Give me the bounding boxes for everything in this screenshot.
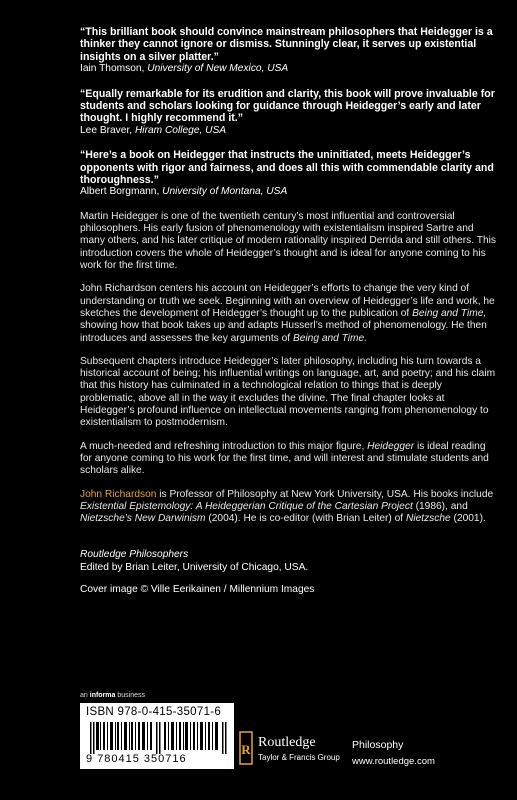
review-quote xyxy=(80,88,500,138)
quote-affiliation: Hiram College, USA xyxy=(134,124,227,136)
quote-affiliation: University of New Mexico, USA xyxy=(147,63,289,75)
quote-attribution xyxy=(80,186,500,198)
quote-author: Iain Thomson, xyxy=(80,63,145,75)
subject-category: Philosophy xyxy=(352,739,404,751)
quote-author: Lee Braver, xyxy=(80,124,133,136)
barcode-number: 9 780415 350716 xyxy=(86,753,187,765)
quote-text: “Equally remarkable for its erudition and clarity, this book will prove invaluable for students and scholars looking for guidance through Heidegger’s early and later thought. I highly recommend it.” xyxy=(80,87,495,125)
quote-author: Albert Borgmann, xyxy=(80,186,160,198)
quote-affiliation: University of Montana, USA xyxy=(162,186,288,198)
isbn-barcode xyxy=(80,703,234,769)
cover-credit: Cover image © Ville Eerikainen / Millennium Images xyxy=(80,584,315,595)
series-editor: Edited by Brian Leiter, University of Chicago, USA. xyxy=(80,561,309,573)
review-quote xyxy=(80,149,500,199)
description-paragraph: Martin Heidegger is one of the twentieth century’s most influential and controversial philosophers. His early fusion of phenomenology with existentialism inspired Sartre and many others, and his later critique of modern rationality inspired Derrida and still others. This introduction covers the whole of Heidegger’s thought and is ideal for anyone coming to his work for the first time. xyxy=(80,210,496,272)
publisher-name: Routledge xyxy=(258,735,316,750)
quote-text: “Here’s a book on Heidegger that instructs the uninitiated, meets Heidegger’s opponents with rigor and fairness, and does all this with commendable clarity and thoroughness.” xyxy=(80,149,494,187)
quote-text: “This brilliant book should convince mainstream philosophers that Heidegger is a thinker they cannot ignore or dismiss. Stunningly clear, it serves up existential insights on a silver platter.” xyxy=(80,26,493,63)
barcode-icon xyxy=(90,722,228,754)
review-quote xyxy=(80,26,500,76)
description-paragraph: Subsequent chapters introduce Heidegger’s later philosophy, including his turn towards a historical account of being; his influential writings on language, art, and poetry; and his claim that this history has culminated in a technological relation to things that is deeply problematic, above all in the way it excludes the divine. The final chapter looks at Heidegger’s profound influence on intellectual movements ranging from phenomenology to existentialism to postmodernism. xyxy=(80,355,496,429)
back-cover-text xyxy=(80,26,500,595)
description-paragraph: A much-needed and refreshing introduction to this major figure, Heidegger is ideal reading for anyone coming to his work for the first time, and will interest and stimulate students and scholars alike. xyxy=(80,440,489,477)
series-title: Routledge Philosophers xyxy=(80,549,189,561)
quote-attribution xyxy=(80,125,500,137)
author-bio: John Richardson is Professor of Philosophy at New York University, USA. His books include Existential Epistemology: A Heideggerian Critique of the Cartesian Project (1986), and Nietzsche’s New Darwinism (2004). He is co-editor (with Brian Leiter) of Nietzsche (2001). xyxy=(80,488,494,525)
informa-business-label: an informa business xyxy=(80,692,146,699)
author-name: John Richardson xyxy=(80,488,157,500)
routledge-logo-icon xyxy=(238,730,254,766)
publisher-website: www.routledge.com xyxy=(352,756,435,767)
series-info xyxy=(80,549,500,574)
description-paragraph: John Richardson centers his account on Heidegger’s efforts to change the very kind of understanding or truth we seek. Beginning with an overview of Heidegger’s life and work, he sketches the development of Heidegger’s thought up to the publication of Being and Time, showing how that book takes up and adapts Husserl’s method of phenomenology. He then introduces and assesses the key arguments of Being and Time. xyxy=(80,283,495,344)
svg-text:R: R xyxy=(241,742,251,757)
publisher-subtitle: Taylor & Francis Group xyxy=(258,753,340,762)
quote-attribution xyxy=(80,63,500,75)
isbn-text: ISBN 978-0-415-35071-6 xyxy=(86,706,222,718)
